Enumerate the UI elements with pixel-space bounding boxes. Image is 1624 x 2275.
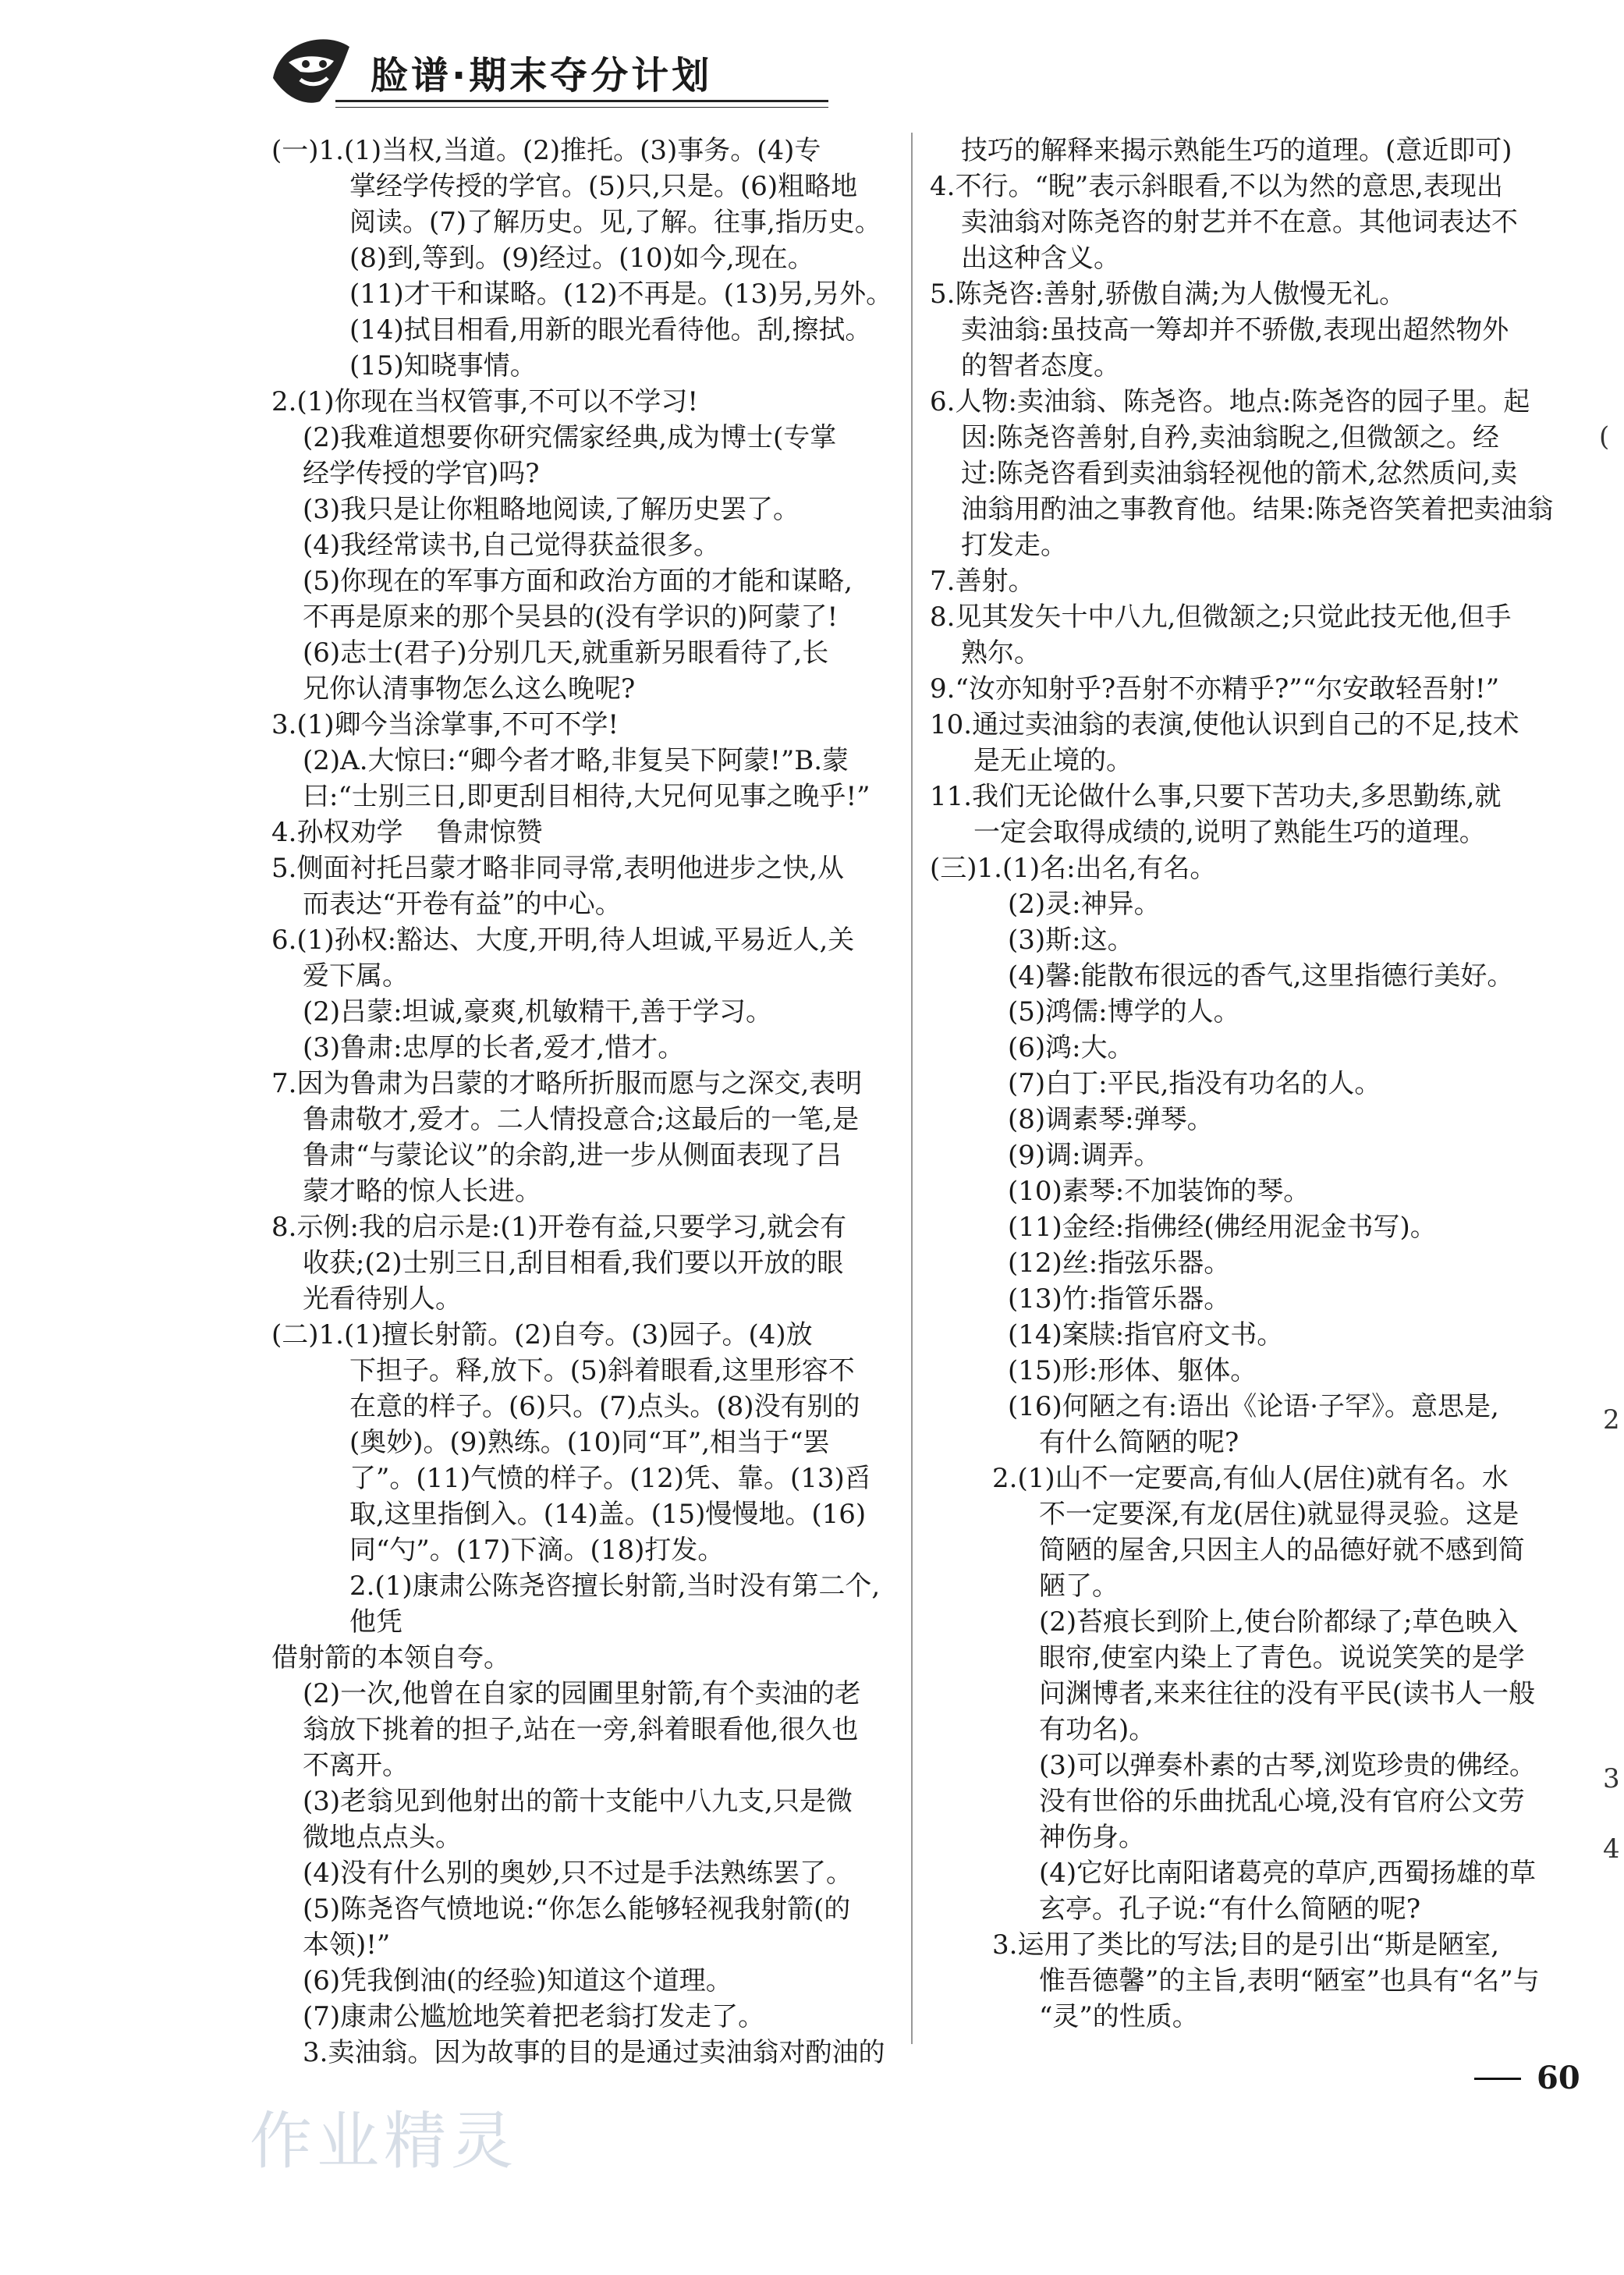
answer-line: “灵”的性质。 (1039, 2001, 1199, 2032)
answer-line: (10)素琴:不加装饰的琴。 (1008, 1176, 1310, 1207)
answer-line: 是无止境的。 (973, 745, 1133, 776)
watermark: 作业精灵 (250, 2105, 518, 2177)
answer-line: 5.侧面衬托吕蒙才略非同寻常,表明他进步之快,从 (271, 853, 845, 884)
answer-line: (6)鸿:大。 (1008, 1032, 1134, 1063)
margin-fragment: 2 (1603, 1404, 1620, 1436)
answer-line: 本领)!” (303, 1929, 391, 1961)
answer-line: 收获;(2)士别三日,刮目相看,我们要以开放的眼 (303, 1248, 844, 1279)
answer-line: (3)可以弹奏朴素的古琴,浏览珍贵的佛经。 (1039, 1750, 1536, 1781)
answer-line: 5.陈尧咨:善射,骄傲自满;为人傲慢无礼。 (930, 279, 1406, 310)
answer-line: 一定会取得成绩的,说明了熟能生巧的道理。 (973, 817, 1486, 848)
answer-line: (2)苔痕长到阶上,使台阶都绿了;草色映入 (1039, 1606, 1519, 1638)
answer-line: (4)馨:能散布很远的香气,这里指德行美好。 (1008, 960, 1514, 992)
answer-line: (3)斯:这。 (1008, 925, 1134, 956)
answer-line: (13)竹:指管乐器。 (1008, 1283, 1231, 1315)
answer-line: (3)鲁肃:忠厚的长者,爱才,惜才。 (303, 1032, 685, 1063)
answer-line: 眼帘,使室内染上了青色。说说笑笑的是学 (1039, 1642, 1525, 1673)
answer-line: 陋了。 (1039, 1570, 1119, 1602)
answer-line: 8.见其发矢十中八九,但微颔之;只觉此技无他,但手 (930, 602, 1512, 633)
answer-line: (2)灵:神异。 (1008, 889, 1161, 920)
answer-line: 2.(1)山不一定要高,有仙人(居住)就有名。水 (992, 1463, 1509, 1494)
answer-line: (2)A.大惊曰:“卿今者才略,非复吴下阿蒙!”B.蒙 (303, 745, 849, 776)
answer-line: 爱下属。 (303, 960, 409, 992)
left-column (271, 133, 895, 2071)
answer-line: 玄亭。孔子说:“有什么简陋的呢? (1039, 1893, 1421, 1925)
answer-line: 神伤身。 (1039, 1822, 1145, 1853)
answer-line: 掌经学传授的学官。(5)只,只是。(6)粗略地 (349, 171, 858, 202)
answer-line: (11)金经:指佛经(佛经用泥金书写)。 (1008, 1212, 1437, 1243)
answer-line: 技巧的解释来揭示熟能生巧的道理。(意近即可) (961, 135, 1512, 166)
answer-line: 过:陈尧咨看到卖油翁轻视他的箭术,忿然质问,卖 (961, 458, 1518, 489)
answer-line: (2)一次,他曾在自家的园圃里射箭,有个卖油的老 (303, 1678, 861, 1709)
answer-line: 翁放下挑着的担子,站在一旁,斜着眼看他,很久也 (303, 1714, 859, 1745)
answer-line: 10.通过卖油翁的表演,使他认识到自己的不足,技术 (930, 709, 1519, 740)
answer-line: (6)志士(君子)分别几天,就重新另眼看待了,长 (303, 637, 829, 669)
answer-line: (11)才干和谋略。(12)不再是。(13)另,另外。 (349, 279, 893, 310)
answer-line: (14)案牍:指官府文书。 (1008, 1319, 1284, 1350)
answer-line: (8)到,等到。(9)经过。(10)如今,现在。 (349, 243, 814, 274)
margin-fragment: 3 (1603, 1763, 1620, 1794)
answer-line: (8)调素琴:弹琴。 (1008, 1104, 1214, 1135)
answer-line: 11.我们无论做什么事,只要下苦功夫,多思勤练,就 (930, 781, 1502, 812)
answer-line: 蒙才略的惊人长进。 (303, 1176, 541, 1207)
answer-line: (6)凭我倒油(的经验)知道这个道理。 (303, 1965, 732, 1996)
answer-line: (一)1.(1)当权,当道。(2)推托。(3)事务。(4)专 (271, 135, 821, 166)
answer-line: 出这种含义。 (961, 243, 1120, 274)
answer-line: 油翁用酌油之事教育他。结果:陈尧咨笑着把卖油翁 (961, 494, 1554, 525)
answer-line: (16)何陋之有:语出《论语·子罕》。意思是, (1008, 1391, 1499, 1422)
margin-fragment: ( (1599, 421, 1610, 453)
header-title: 脸谱·期末夺分计划 (371, 54, 713, 98)
answer-line: 3.(1)卿今当涂掌事,不可不学! (271, 709, 619, 740)
answer-line: 阅读。(7)了解历史。见,了解。往事,指历史。 (349, 207, 881, 238)
answer-line: 8.示例:我的启示是:(1)开卷有益,只要学习,就会有 (271, 1212, 847, 1243)
answer-line: 7.因为鲁肃为吕蒙的才略所折服而愿与之深交,表明 (271, 1068, 863, 1099)
right-column (930, 133, 1569, 2035)
answer-line: 惟吾德馨”的主旨,表明“陋室”也具有“名”与 (1039, 1965, 1540, 1996)
answer-line: 6.(1)孙权:豁达、大度,开明,待人坦诚,平易近人,关 (271, 925, 855, 956)
answer-line: 借射箭的本领自夸。 (271, 1642, 510, 1673)
answer-line: 卖油翁对陈尧咨的射艺并不在意。其他词表达不 (961, 207, 1518, 238)
answer-line: (2)我难道想要你研究儒家经典,成为博士(专掌 (303, 422, 837, 453)
answer-line: (三)1.(1)名:出名,有名。 (930, 853, 1217, 884)
answer-line: (12)丝:指弦乐器。 (1008, 1248, 1231, 1279)
answer-line: (3)老翁见到他射出的箭十支能中八九支,只是微 (303, 1786, 853, 1817)
answer-line: (7)康肃公尴尬地笑着把老翁打发走了。 (303, 2001, 765, 2032)
answer-line: 有功名)。 (1039, 1714, 1156, 1745)
answer-line: 曰:“士别三日,即更刮目相待,大兄何见事之晚乎!” (303, 781, 871, 812)
answer-line: 在意的样子。(6)只。(7)点头。(8)没有别的 (349, 1391, 860, 1422)
answer-line: (5)你现在的军事方面和政治方面的才能和谋略, (303, 566, 853, 597)
answer-line: 鲁肃敬才,爱才。二人情投意合;这最后的一笔,是 (303, 1104, 860, 1135)
answer-line: 而表达“开卷有益”的中心。 (303, 889, 622, 920)
answer-line: 4.不行。“睨”表示斜眼看,不以为然的意思,表现出 (930, 171, 1503, 202)
page-number: 60 (1537, 2060, 1580, 2096)
answer-line: 打发走。 (961, 530, 1067, 561)
answer-line: (15)形:形体、躯体。 (1008, 1355, 1257, 1386)
answer-line: 卖油翁:虽技高一筹却并不骄傲,表现出超然物外 (961, 314, 1509, 346)
opera-mask-logo-icon (265, 31, 355, 109)
answer-line: 没有世俗的乐曲扰乱心境,没有官府公文劳 (1039, 1786, 1525, 1817)
answer-line: (5)陈尧咨气愤地说:“你怎么能够轻视我射箭(的 (303, 1893, 851, 1925)
answer-line: 微地点点头。 (303, 1822, 462, 1853)
answer-line: 经学传授的学官)吗? (303, 458, 540, 489)
answer-line: 下担子。释,放下。(5)斜着眼看,这里形容不 (349, 1355, 855, 1386)
page-number-dash (1474, 2078, 1521, 2080)
answer-line: (14)拭目相看,用新的眼光看待他。刮,擦拭。 (349, 314, 872, 346)
answer-line: (9)调:调弄。 (1008, 1140, 1161, 1171)
answer-line: 不再是原来的那个吴县的(没有学识的)阿蒙了! (303, 602, 839, 633)
answer-line: 不一定要深,有龙(居住)就显得灵验。这是 (1039, 1499, 1519, 1530)
answer-line: 问渊博者,来来往往的没有平民(读书人一般 (1039, 1678, 1536, 1709)
answer-line: 因:陈尧咨善射,自矜,卖油翁睨之,但微颔之。经 (961, 422, 1499, 453)
answer-line: 兄你认清事物怎么这么晚呢? (303, 673, 636, 705)
answer-line: (二)1.(1)擅长射箭。(2)自夸。(3)园子。(4)放 (271, 1319, 813, 1350)
column-divider (911, 133, 913, 2044)
answer-line: 取,这里指倒入。(14)盖。(15)慢慢地。(16) (349, 1499, 867, 1530)
answer-line: 2.(1)康肃公陈尧咨擅长射箭,当时没有第二个,他凭 (349, 1570, 881, 1638)
answer-line: (4)它好比南阳诸葛亮的草庐,西蜀扬雄的草 (1039, 1858, 1536, 1889)
header-rule (335, 100, 828, 108)
answer-line: 2.(1)你现在当权管事,不可以不学习! (271, 386, 699, 417)
answer-line: (3)我只是让你粗略地阅读,了解历史罢了。 (303, 494, 800, 525)
answer-line: 3.卖油翁。因为故事的目的是通过卖油翁对酌油的 (303, 2037, 885, 2068)
answer-line: (15)知晓事情。 (349, 350, 537, 382)
answer-line: 光看待别人。 (303, 1283, 462, 1315)
answer-line: (7)白丁:平民,指没有功名的人。 (1008, 1068, 1381, 1099)
answer-line: 3.运用了类比的写法;目的是引出“斯是陋室, (992, 1929, 1500, 1961)
answer-line: 了”。(11)气愤的样子。(12)凭、靠。(13)舀 (349, 1463, 871, 1494)
answer-line: 有什么简陋的呢? (1039, 1427, 1239, 1458)
answer-line: (4)我经常读书,自己觉得获益很多。 (303, 530, 720, 561)
answer-line: 不离开。 (303, 1750, 409, 1781)
answer-line: (2)吕蒙:坦诚,豪爽,机敏精干,善于学习。 (303, 996, 773, 1027)
answer-line: 鲁肃“与蒙论议”的余韵,进一步从侧面表现了吕 (303, 1140, 842, 1171)
answer-line: (奥妙)。(9)熟练。(10)同“耳”,相当于“罢 (349, 1427, 830, 1458)
answer-line: (4)没有什么别的奥妙,只不过是手法熟练罢了。 (303, 1858, 853, 1889)
answer-line: 简陋的屋舍,只因主人的品德好就不感到简 (1039, 1535, 1525, 1566)
answer-line: 的智者态度。 (961, 350, 1120, 382)
answer-line: (5)鸿儒:博学的人。 (1008, 996, 1240, 1027)
answer-line: 6.人物:卖油翁、陈尧咨。地点:陈尧咨的园子里。起 (930, 386, 1530, 417)
answer-line: 熟尔。 (961, 637, 1041, 669)
answer-line: 同“勺”。(17)下滴。(18)打发。 (349, 1535, 725, 1566)
answer-line: 7.善射。 (930, 566, 1035, 597)
answer-line: 4.孙权劝学 鲁肃惊赞 (271, 817, 543, 848)
margin-fragment: 4 (1603, 1833, 1620, 1865)
answer-line: 9.“汝亦知射乎?吾射不亦精乎?”“尔安敢轻吾射!” (930, 673, 1500, 705)
